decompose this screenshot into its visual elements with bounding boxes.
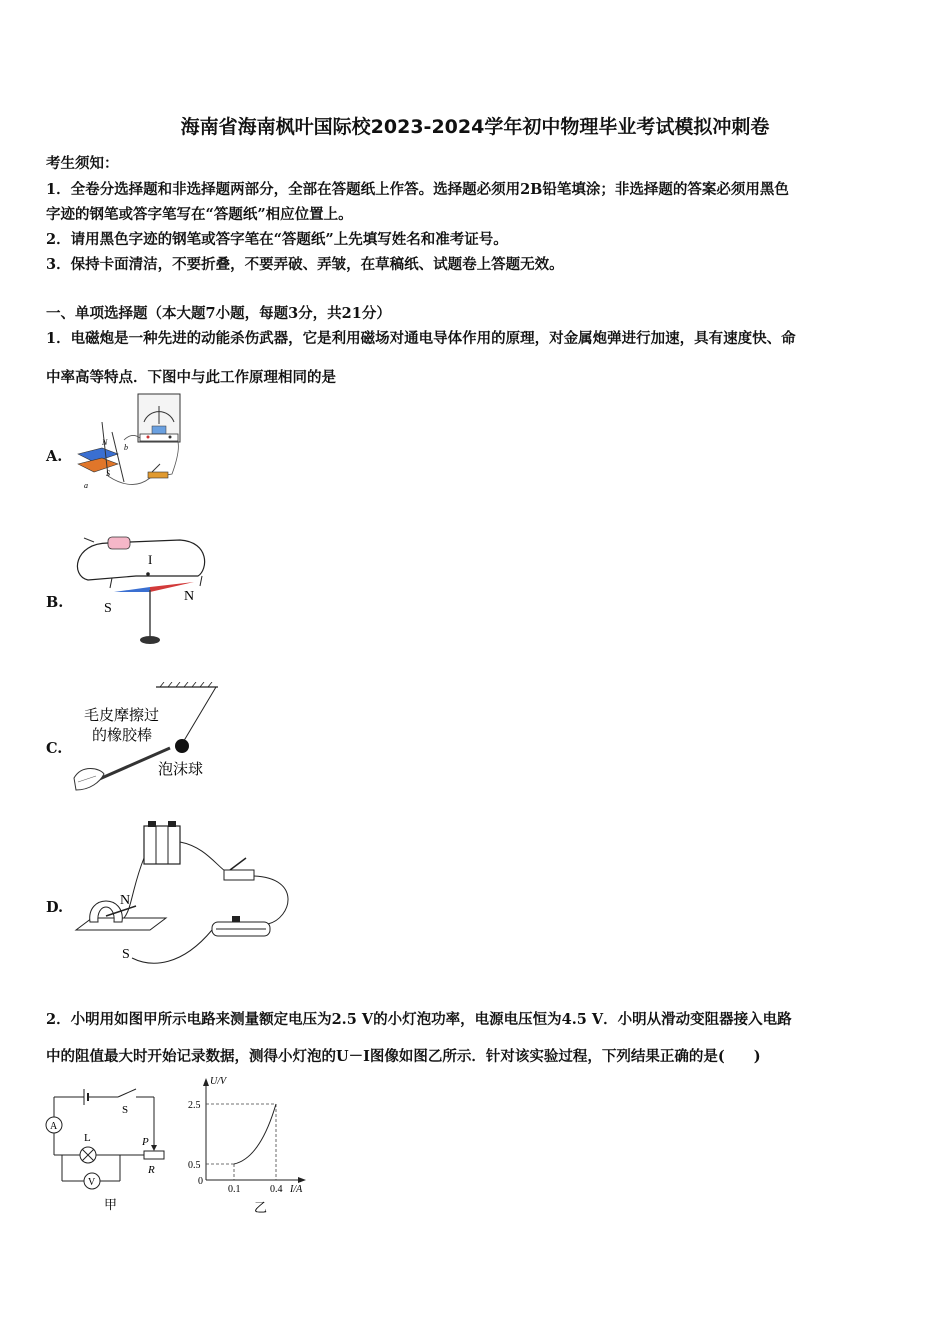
option-d-label: D. xyxy=(46,899,64,916)
option-a-label: A. xyxy=(46,448,63,465)
fig-a-s-label: S xyxy=(106,469,110,478)
notice-item-1-line2: 字迹的钢笔或答字笔写在“答题纸”相应位置上。 xyxy=(46,206,353,223)
circuit-rheostat-label: R xyxy=(148,1164,155,1176)
fig-c-ball-label: 泡沫球 xyxy=(158,760,204,778)
section-heading: 一、单项选择题（本大题7小题，每题3分，共21分） xyxy=(46,305,391,322)
fig-b-n-label: N xyxy=(184,589,195,604)
circuit-caption: 甲 xyxy=(104,1198,118,1213)
graph-tick-y-0.5: 0.5 xyxy=(188,1160,201,1171)
fig-d-s-label: S xyxy=(122,947,130,962)
fig-a-a-label: a xyxy=(84,481,88,490)
fig-a-b-label: b xyxy=(124,443,128,452)
fig-b-s-label: S xyxy=(104,601,112,616)
fig-c-rod-label-2: 的橡胶棒 xyxy=(92,726,153,744)
fig-d-n-label: N xyxy=(120,893,131,908)
fig-b-current-label: I xyxy=(148,552,153,567)
figure-c-charged-rod xyxy=(70,682,230,800)
graph-xlabel: I/A xyxy=(290,1184,303,1195)
q1-line1: 1．电磁炮是一种先进的动能杀伤武器，它是利用磁场对通电导体作用的原理，对金属炮弹进行加速，具有速度快、命 xyxy=(46,330,796,347)
circuit-switch-label: S xyxy=(122,1104,129,1116)
figure-b-oersted-experiment xyxy=(70,530,210,648)
option-c-label: C. xyxy=(46,740,63,757)
graph-tick-x-0.4: 0.4 xyxy=(270,1184,283,1195)
figure-a-galvanometer-setup xyxy=(72,392,192,492)
q2-line2: 中的阻值最大时开始记录数据，测得小灯泡的U－I图像如图乙所示．针对该实验过程，下列结果正确的是( ) xyxy=(46,1048,761,1065)
notice-item-2: 2．请用黑色字迹的钢笔或答字笔在“答题纸”上先填写姓名和准考证号。 xyxy=(46,231,508,248)
graph-tick-x-0.1: 0.1 xyxy=(228,1184,241,1195)
graph-caption: 乙 xyxy=(254,1201,268,1216)
graph-origin: 0 xyxy=(198,1176,203,1187)
graph-tick-y-2.5: 2.5 xyxy=(188,1100,201,1111)
figure-ui-graph-yi xyxy=(180,1072,320,1222)
circuit-lamp-label: L xyxy=(84,1132,91,1144)
graph-ylabel: U/V xyxy=(210,1076,227,1087)
circuit-slider-label: P xyxy=(142,1136,149,1148)
option-b-label: B. xyxy=(46,594,64,611)
figure-d-motor-circuit xyxy=(72,818,302,968)
circuit-voltmeter-label: V xyxy=(88,1177,96,1188)
q2-line1: 2．小明用如图甲所示电路来测量额定电压为2.5 V的小灯泡功率，电源电压恒为4.5 V．小明从滑动变阻器接入电路 xyxy=(46,1011,792,1028)
circuit-ammeter-label: A xyxy=(50,1121,58,1132)
notice-item-1-line1: 1．全卷分选择题和非选择题两部分，全部在答题纸上作答。选择题必须用2B铅笔填涂；非选择题的答案必须用黑色 xyxy=(46,181,789,198)
fig-c-rod-label-1: 毛皮摩擦过 xyxy=(84,706,160,724)
notice-heading: 考生须知： xyxy=(46,155,119,172)
q1-line2: 中率高等特点．下图中与此工作原理相同的是 xyxy=(46,369,336,386)
page-title: 海南省海南枫叶国际校2023-2024学年初中物理毕业考试模拟冲刺卷 xyxy=(180,116,770,138)
figure-circuit-jia xyxy=(40,1085,170,1215)
fig-a-n-label: N xyxy=(102,438,108,447)
notice-item-3: 3．保持卡面清洁，不要折叠，不要弄破、弄皱，在草稿纸、试题卷上答题无效。 xyxy=(46,256,564,273)
